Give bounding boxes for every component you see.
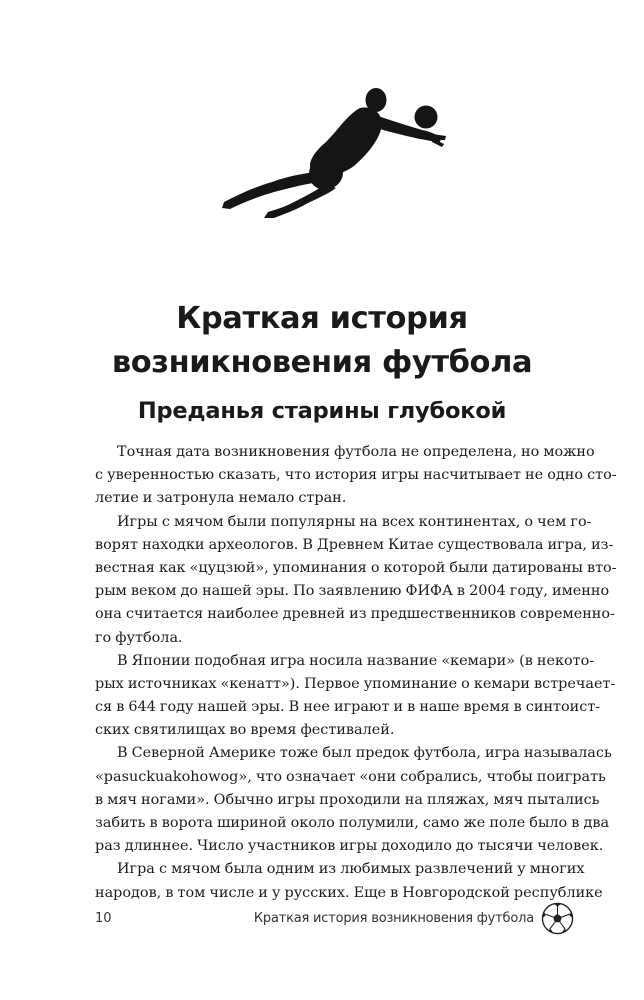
text-line: Игра с мячом была одним из любимых развлечений у многих	[117, 861, 585, 878]
text-line: го футбола.	[95, 629, 183, 646]
text-line: народов, в том числе и у русских. Еще в Новгородской республике	[95, 884, 603, 901]
text-line: Точная дата возникновения футбола не определена, но можно	[117, 444, 595, 460]
text-line: вестная как «цуцзюй», упоминания о которой были датированы вто-	[95, 559, 617, 576]
text-line: забить в ворота шириной около полумили, само же поле было в два	[95, 815, 610, 831]
chapter-title-line1: Краткая история	[176, 301, 468, 336]
soccer-ball-icon	[541, 902, 574, 935]
text-line: рым веком до нашей эры. По заявлению ФИФА в 2004 году, именно	[95, 583, 610, 600]
text-line: рых источниках «кенатт»). Первое упоминание о кемари встречает-	[95, 675, 616, 692]
chapter-title	[0, 297, 644, 385]
text-line: В Северной Америке тоже был предок футбола, игра называлась	[117, 745, 612, 762]
text-line: ворят находки археологов. В Древнем Китае существовала игра, из-	[95, 536, 614, 553]
ball-shape	[415, 106, 438, 129]
page-footer	[95, 902, 574, 936]
text-line: с уверенностью сказать, что история игры насчитывает не одно сто-	[95, 467, 617, 484]
text-line: ся в 644 году нашей эры. В нее играют и в наше время в синтоист-	[95, 699, 601, 716]
section-title: Преданья старины глубокой	[137, 398, 507, 424]
running-title: Краткая история возникновения футбола	[253, 911, 534, 926]
diving-footballer-illustration	[210, 78, 460, 218]
text-line: В Японии подобная игра носила название «кемари» (в некото-	[117, 652, 595, 669]
text-line: Игры с мячом были популярны на всех континентах, о чем го-	[117, 513, 592, 530]
text-line: раз длиннее. Число участников игры доходило до тысячи человек.	[95, 838, 604, 855]
text-line: «pasuckuakohowog», что означает «они собрались, чтобы поиграть	[95, 768, 606, 785]
body-text	[95, 441, 617, 905]
chapter-title-line2: возникновения футбола	[111, 345, 533, 380]
text-line: в мяч ногами». Обычно игры проходили на пляжах, мяч пытались	[95, 791, 600, 808]
text-line: ских святилищах во время фестивалей.	[95, 722, 395, 739]
text-line: она считается наиболее древней из предшественников современно-	[95, 606, 615, 623]
page-number: 10	[95, 911, 112, 926]
text-line: летие и затронула немало стран.	[95, 490, 347, 507]
